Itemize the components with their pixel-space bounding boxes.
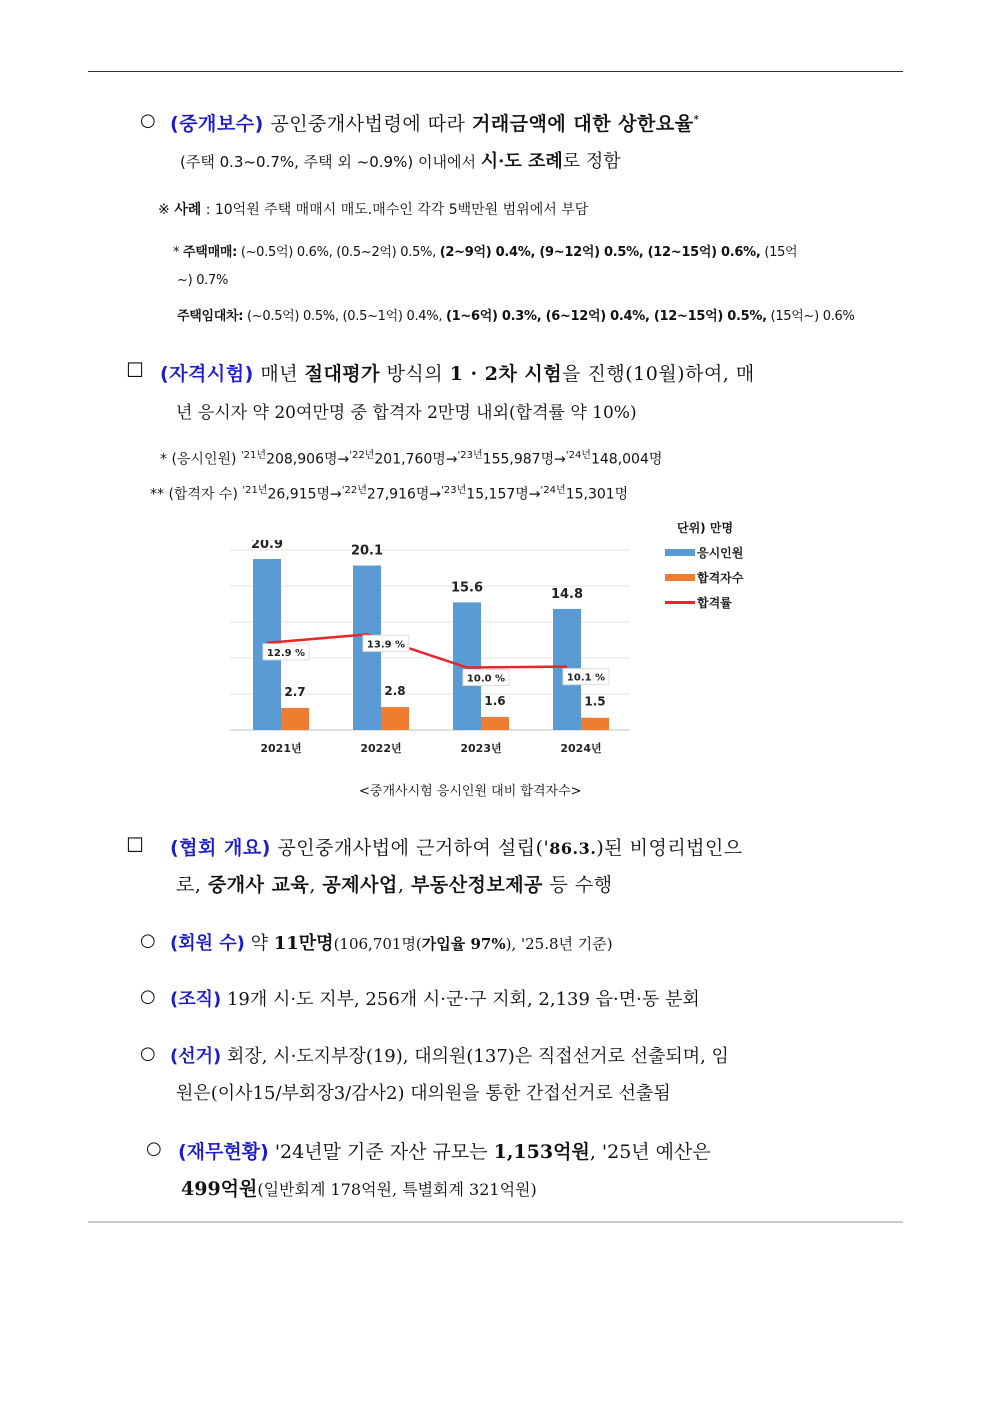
exam-line-1	[160, 359, 755, 386]
footnote-star: *	[693, 114, 700, 126]
text: 로 정함	[562, 151, 621, 172]
value: 201,760명→	[374, 451, 458, 468]
year: '21년	[242, 485, 268, 496]
note-label: 주택매매:	[183, 245, 237, 260]
sale-rate-note	[173, 241, 797, 260]
legend-swatch	[665, 549, 695, 556]
value: 208,906명→	[266, 451, 350, 468]
text: , '25년 예산은	[589, 1141, 711, 1163]
year: '24년	[540, 485, 566, 496]
rate-label: 10.1 %	[566, 672, 606, 684]
bullet-circle: ○	[140, 1043, 156, 1064]
text: ), '25.8년 기준)	[505, 935, 613, 953]
text: 방식의	[380, 363, 450, 385]
lease-rate-note	[177, 305, 855, 324]
text: ,	[397, 874, 411, 896]
bar-label-applicants: 15.6	[450, 580, 484, 596]
bar-passers	[481, 717, 509, 730]
bullet-circle: ○	[146, 1138, 162, 1159]
bold-text: 공제사업	[322, 874, 398, 896]
section-tag: (재무현황)	[178, 1141, 269, 1163]
unit-label: 단위) 만명	[677, 521, 734, 535]
value: 148,004명	[590, 451, 663, 468]
exam-line-2: 년 응시자 약 20여만명 중 합격자 2만명 내외(합격률 약 10%)	[176, 403, 637, 423]
chart-legend	[665, 515, 743, 615]
note-label: ** (합격자 수)	[150, 486, 238, 503]
bar-passers	[581, 718, 609, 730]
association-line-2	[176, 870, 613, 897]
year: '22년	[349, 450, 375, 461]
election-line-2: 원은(이사15/부회장3/감사2) 대의원을 통한 간접선거로 선출됨	[176, 1083, 671, 1104]
brokerage-fee-line-1	[170, 109, 699, 136]
checkbox-square: ☐	[126, 833, 144, 857]
rate-label: 13.9 %	[366, 639, 406, 651]
bar-label-applicants: 14.8	[550, 586, 584, 602]
text: 공인중개사법에 근거하여 설립('	[270, 837, 550, 859]
section-tag: (회원 수)	[170, 933, 245, 954]
legend-line	[665, 601, 695, 604]
text: '24년말 기준 자산 규모는	[268, 1141, 494, 1163]
value: 26,915명→	[267, 486, 342, 503]
text: )된 비영리법인으	[596, 837, 743, 859]
note-label: 주택임대차:	[177, 309, 244, 324]
section-tag: (조직)	[170, 989, 222, 1010]
text: (일반회계 178억원, 특별회계 321억원)	[257, 1180, 537, 1199]
bold-text: 86.3.	[549, 839, 597, 858]
example-note	[158, 199, 588, 219]
bold-text: 11만명	[273, 933, 334, 954]
bullet-circle: ○	[140, 930, 156, 951]
members-line	[170, 929, 613, 955]
finance-line-1	[178, 1137, 711, 1164]
value: 27,916명→	[366, 486, 442, 503]
section-tag: (중개보수)	[170, 113, 264, 135]
top-rule	[88, 71, 903, 72]
text: (주택 0.3~0.7%, 주택 외 ~0.9%) 이내에서	[180, 153, 481, 171]
value: 15,157명→	[466, 486, 541, 503]
text: 공인중개사법령에 따라	[263, 113, 472, 135]
passers-note	[150, 481, 628, 504]
chart-caption: <중개사시험 응시인원 대비 합격자수>	[359, 784, 582, 799]
legend-label: 합격자수	[697, 571, 744, 585]
bar-label-applicants: 20.9	[250, 540, 284, 552]
note-label: * (응시인원)	[160, 451, 237, 468]
applicants-note	[160, 446, 662, 469]
bottom-rule	[88, 1221, 903, 1223]
text: 등 수행	[542, 874, 613, 896]
year: '24년	[565, 450, 591, 461]
exam-chart	[230, 540, 630, 770]
legend-swatch	[665, 574, 695, 581]
bar-passers	[381, 707, 409, 730]
rate-label: 10.0 %	[466, 673, 506, 685]
bar-label-applicants: 20.1	[350, 543, 384, 559]
brokerage-fee-line-2	[180, 147, 621, 173]
value: 155,987명→	[482, 451, 566, 468]
legend-label: 합격률	[697, 596, 732, 610]
bold-text: (1~6억) 0.3%, (6~12억) 0.4%, (12~15억) 0.5%,	[446, 309, 767, 324]
x-tick-label: 2022년	[360, 742, 402, 755]
legend-label: 응시인원	[697, 546, 744, 560]
section-tag: (선거)	[170, 1046, 222, 1067]
bold-text: 중개사 교육	[207, 874, 310, 896]
finance-line-2	[181, 1174, 537, 1201]
legend-item-pass-rate	[665, 590, 743, 615]
bold-text: 절대평가	[304, 363, 381, 385]
text: (15억~) 0.6%	[766, 309, 855, 324]
sale-rate-note-cont: ~) 0.7%	[177, 273, 229, 288]
bold-text: 시·도 조례	[480, 151, 563, 172]
year: '22년	[341, 485, 367, 496]
text: (~0.5억) 0.6%, (0.5~2억) 0.5%,	[236, 245, 440, 260]
bold-text: 499억원	[181, 1178, 258, 1200]
bold-text: (2~9억) 0.4%, (9~12억) 0.5%, (12~15억) 0.6%,	[439, 245, 761, 260]
text: 회장, 시·도지부장(19), 대의원(137)은 직접선거로 선출되며, 임	[221, 1046, 729, 1067]
bar-label-passers: 2.7	[284, 684, 306, 699]
text: (~0.5억) 0.5%, (0.5~1억) 0.4%,	[243, 309, 446, 324]
reference-mark: ※	[158, 202, 170, 218]
example-label: 사례	[174, 202, 202, 218]
bold-text: 1,153억원	[493, 1141, 590, 1163]
bar-passers	[281, 708, 309, 730]
text: 매년	[253, 363, 305, 385]
x-tick-label: 2023년	[460, 742, 502, 755]
bold-text: 가입율 97%	[421, 935, 506, 953]
rate-label: 12.9 %	[266, 647, 306, 659]
text: ,	[309, 874, 323, 896]
election-line-1	[170, 1042, 729, 1068]
section-tag: (자격시험)	[160, 363, 254, 385]
bold-text: 거래금액에 대한 상한요율	[471, 113, 694, 135]
bold-text: 부동산정보제공	[410, 874, 543, 896]
text: 약	[244, 933, 274, 954]
year: '23년	[457, 450, 483, 461]
text: 로,	[176, 874, 208, 896]
footnote-star: *	[173, 245, 180, 260]
year: '21년	[240, 450, 267, 461]
value: 15,301명	[565, 486, 629, 503]
text: 을 진행(10월)하여, 매	[562, 363, 755, 385]
bar-label-passers: 1.5	[584, 694, 606, 709]
bullet-circle: ○	[140, 110, 156, 131]
year: '23년	[441, 485, 467, 496]
section-tag: (협회 개요)	[170, 837, 271, 859]
bold-text: 1 · 2차 시험	[449, 363, 563, 385]
x-tick-label: 2024년	[560, 742, 602, 755]
checkbox-square: ☐	[126, 358, 144, 382]
association-line-1	[170, 833, 743, 860]
legend-item-passers	[665, 565, 743, 590]
legend-item-applicants	[665, 540, 743, 565]
bar-label-passers: 2.8	[384, 684, 406, 699]
pass-rate-line	[267, 634, 567, 667]
organization-line	[170, 985, 700, 1011]
bullet-circle: ○	[140, 986, 156, 1007]
bar-label-passers: 1.6	[484, 693, 506, 708]
example-text: : 10억원 주택 매매시 매도.매수인 각각 5백만원 범위에서 부담	[201, 202, 589, 218]
text: (15억	[760, 245, 798, 260]
x-tick-label: 2021년	[260, 742, 302, 755]
text: 19개 시·도 지부, 256개 시·군·구 지회, 2,139 읍·면·동 분회	[221, 989, 700, 1010]
text: (106,701명(	[333, 935, 422, 953]
